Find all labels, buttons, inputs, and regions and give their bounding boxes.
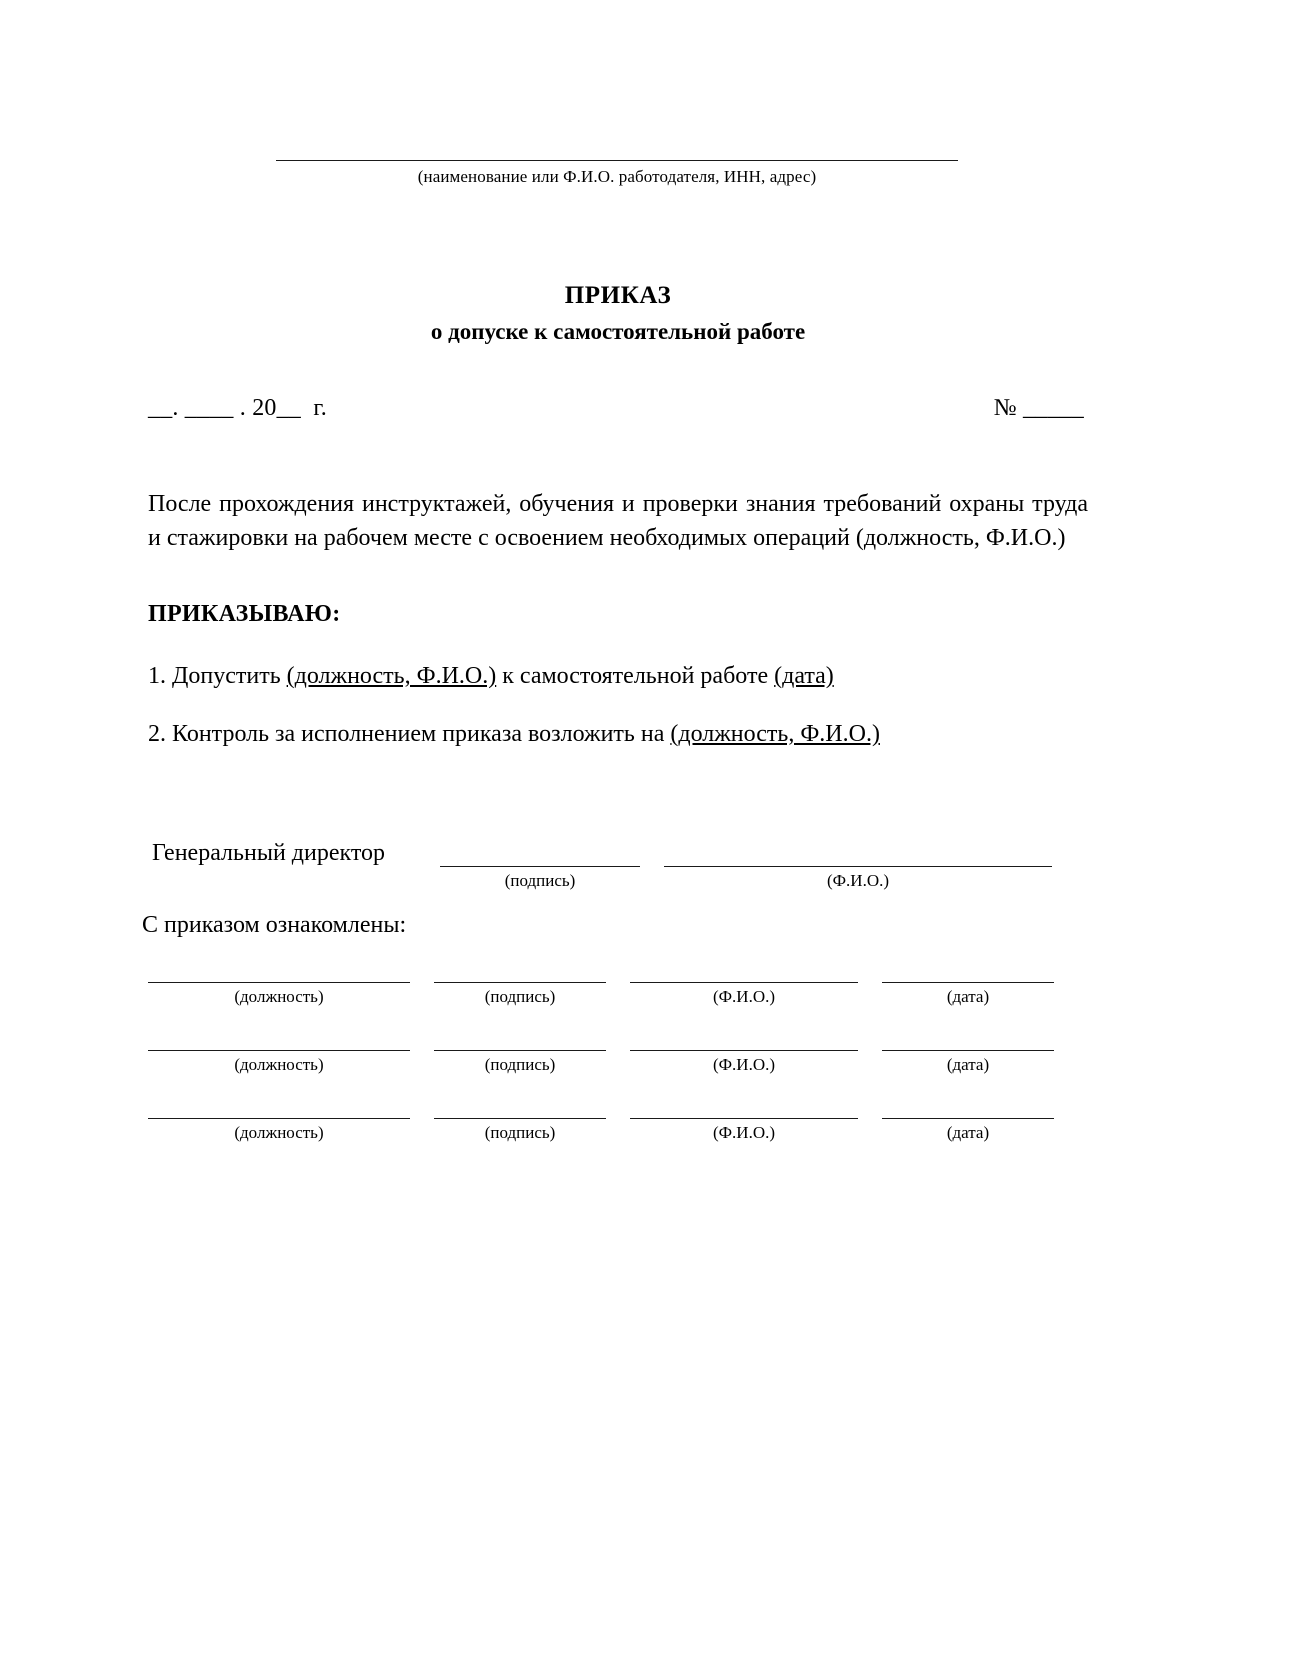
ack-position-caption: (должность) — [234, 987, 324, 1006]
order-heading: ПРИКАЗЫВАЮ: — [148, 601, 341, 627]
ack-signature-cell[interactable] — [434, 1098, 606, 1143]
ack-position-cell[interactable] — [148, 962, 410, 1007]
clause-1-text-before: Допустить — [172, 663, 287, 689]
ack-fio-cell[interactable] — [630, 962, 858, 1007]
body-paragraph: После прохождения инструктажей, обучения и проверки знания требований охраны труда и стажировки на рабочем месте с освоением необходимых операций (должность, Ф.И.О.) — [148, 491, 1088, 552]
ack-fio-cell[interactable] — [630, 1030, 858, 1075]
ack-signature-cell[interactable] — [434, 1030, 606, 1075]
ack-position-cell[interactable] — [148, 1098, 410, 1143]
ack-position-line[interactable] — [148, 962, 410, 983]
director-fio-slot[interactable] — [664, 840, 1052, 891]
ack-signature-line[interactable] — [434, 1098, 606, 1119]
page-title: ПРИКАЗ — [564, 282, 672, 309]
ack-signature-line[interactable] — [434, 1030, 606, 1051]
ack-fio-line[interactable] — [630, 962, 858, 983]
employer-caption: (наименование или Ф.И.О. работодателя, ИНН, адрес) — [417, 167, 817, 186]
clause-item-1 — [148, 660, 1088, 694]
ack-signature-caption: (подпись) — [484, 1055, 556, 1074]
ack-position-line[interactable] — [148, 1098, 410, 1119]
ack-date-cell[interactable] — [882, 1030, 1054, 1075]
table-row — [148, 1098, 1088, 1143]
clause-item-2 — [148, 718, 1088, 752]
ack-date-caption: (дата) — [946, 1123, 990, 1142]
document-meta-row — [148, 395, 1088, 422]
ack-fio-caption: (Ф.И.О.) — [712, 1055, 776, 1074]
document-number-field[interactable]: № _____ — [993, 395, 1084, 421]
ack-date-caption: (дата) — [946, 1055, 990, 1074]
ack-position-cell[interactable] — [148, 1030, 410, 1075]
clause-2-number: 2. — [148, 721, 172, 747]
clause-1-placeholder-date[interactable]: (дата) — [774, 663, 834, 689]
clause-1-text-middle: к самостоятельной работе — [496, 663, 775, 689]
ack-signature-caption: (подпись) — [484, 987, 556, 1006]
ack-position-caption: (должность) — [234, 1123, 324, 1142]
ack-position-line[interactable] — [148, 1030, 410, 1051]
ack-fio-line[interactable] — [630, 1030, 858, 1051]
acknowledgement-label: С приказом ознакомлены: — [142, 912, 407, 938]
clause-2-text-before: Контроль за исполнением приказа возложить на — [172, 721, 671, 747]
ack-date-line[interactable] — [882, 1030, 1054, 1051]
director-signature-caption: (подпись) — [504, 871, 576, 890]
director-signature-slot[interactable] — [440, 840, 640, 891]
table-row — [148, 1030, 1088, 1075]
ack-date-caption: (дата) — [946, 987, 990, 1006]
ack-fio-caption: (Ф.И.О.) — [712, 987, 776, 1006]
ack-signature-line[interactable] — [434, 962, 606, 983]
ack-signature-cell[interactable] — [434, 962, 606, 1007]
director-fio-line[interactable] — [664, 840, 1052, 867]
clause-1-number: 1. — [148, 663, 172, 689]
ack-date-cell[interactable] — [882, 1098, 1054, 1143]
clause-2-placeholder-position-fio[interactable]: (должность, Ф.И.О.) — [670, 721, 880, 747]
acknowledgement-table — [148, 962, 1088, 1166]
employer-header — [276, 160, 958, 189]
director-fio-caption: (Ф.И.О.) — [826, 871, 890, 890]
ack-date-line[interactable] — [882, 1098, 1054, 1119]
director-title: Генеральный директор — [152, 840, 386, 866]
ack-date-line[interactable] — [882, 962, 1054, 983]
ack-fio-line[interactable] — [630, 1098, 858, 1119]
ack-position-caption: (должность) — [234, 1055, 324, 1074]
ack-signature-caption: (подпись) — [484, 1123, 556, 1142]
director-signature-line[interactable] — [440, 840, 640, 867]
document-date-field[interactable]: __. ____ . 20__ г. — [148, 395, 327, 421]
ack-fio-caption: (Ф.И.О.) — [712, 1123, 776, 1142]
title-block — [148, 280, 1088, 347]
ack-date-cell[interactable] — [882, 962, 1054, 1007]
table-row — [148, 962, 1088, 1007]
clause-1-placeholder-position-fio[interactable]: (должность, Ф.И.О.) — [286, 663, 497, 689]
page-subtitle: о допуске к самостоятельной работе — [430, 319, 806, 345]
ack-fio-cell[interactable] — [630, 1098, 858, 1143]
